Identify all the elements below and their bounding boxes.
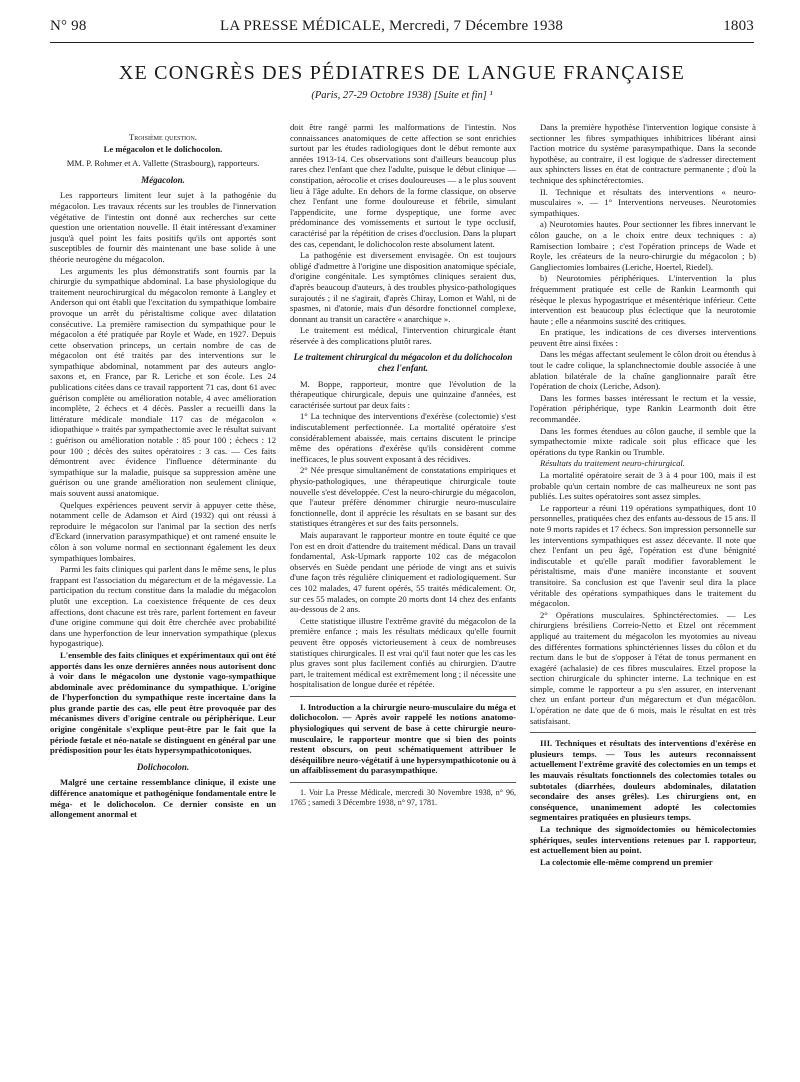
paragraph: 2° Née presque simultanément de constatations empiriques et physio-pathologiques, une thérapeutique chirurgicale toute nouvelle s'est développée. C'est la neuro-chirurgie du mégacolon, que l'auteur préfère dénommer chirurgie neuro-musculaire fonctionnelle, dont il apprécie les résultats en se basant sur des statistiques étrangères et sur des faits personnels. bbox=[290, 465, 516, 529]
column-1 bbox=[50, 122, 276, 821]
header-rule bbox=[50, 42, 754, 43]
issue-number: N° 98 bbox=[50, 18, 87, 34]
page-number: 1803 bbox=[723, 18, 754, 34]
paragraph: a) Neurotomies hautes. Pour sectionner les fibres innervant le côlon gauche, on a le choix entre deux techniques : a) Ramisection lombaire ; c'est l'opération princeps de Wade et Royle, les créateurs de la neuro-chirurgie du mégacolon ; b) Gangliectomies lombaires (Leriche, Hoertel, Riedel). bbox=[530, 219, 756, 272]
journal-title: LA PRESSE MÉDICALE, Mercredi, 7 Décembre 1938 bbox=[220, 18, 564, 34]
paragraph: La colectomie elle-même comprend un premier bbox=[540, 856, 713, 867]
paragraph: 2° Opérations musculaires. Sphinctérectomies. — Les chirurgiens brésiliens Correio-Netto et Etzel ont récemment appliqué au traitement du mégacolon les myotomies au niveau des différentes formations sphinctériennes lisses du côlon et du rectum dans le but de s'opposer à l'état de tonus permanent en exagéré (achalasie) de ces fibres musculaires. Etzel propose la section chirurgicale du sphincter interne. La technique en est simple, comme le rapporteur a pu s'en assurer, en intervenant chez un enfant porteur d'un mégarectum et d'un mégacôlon. L'opération ne date que de 6 mois, mais le résultat en est très satisfaisant. bbox=[530, 609, 756, 726]
congress-title: XE CONGRÈS DES PÉDIATRES DE LANGUE FRANÇAISE bbox=[118, 62, 686, 84]
paragraph: M. Boppe, rapporteur, montre que l'évolution de la thérapeutique chirurgicale, depuis une quinzaine d'années, est caractérisée surtout par deux faits : bbox=[290, 378, 516, 410]
paragraph: II. Technique et résultats des interventions « neuro-musculaires ». — 1° Interventions nerveuses. Neurotomies sympathiques. bbox=[530, 186, 756, 218]
heading-traitement-chirurgical: Le traitement chirurgical du mégacolon et du dolichocolon chez l'enfant. bbox=[293, 352, 513, 374]
column-2 bbox=[290, 122, 516, 809]
paragraph: Dans la première hypothèse l'intervention logique consiste à sectionner les fibres sympathiques inhibitrices libérant ainsi l'action motrice du système parasympathique. Dans la seconde hypothèse, au contraire, il est logique de s'adresser directement aux sphincters lisses en état de contracture permanente ; d'où la technique des sphinctérectomies. bbox=[530, 122, 756, 185]
paragraph: Dans les formes basses intéressant le rectum et la vessie, l'opération périphérique, type Rankin Learmonth doit être recommandée. bbox=[530, 392, 756, 425]
section-question: Troisième question. bbox=[129, 132, 197, 142]
paragraph: Malgré une certaine ressemblance clinique, il existe une différence anatomique et pathogénique fondamentale entre le méga- et le dolichocolon. Ce dernier consiste en un allongement anormal et bbox=[50, 777, 276, 820]
paragraph: La technique des sigmoïdectomies ou hémicolectomies sphériques, seules interventions retenues par l. rapporteur, est actuellement bien au point. bbox=[530, 824, 756, 856]
column-3 bbox=[530, 122, 756, 868]
paragraph: 1° La technique des interventions d'exérèse (colectomie) s'est indiscutablement perfectionnée. La mortalité opératoire s'est considérablement abaissée, mais certains discutent le principe même des opérations d'exérèse qu'ils considèrent comme inefficaces, le plus souvent exposant à des récidives. bbox=[290, 411, 516, 464]
congress-subtitle: (Paris, 27-29 Octobre 1938) [Suite et fin] ¹ bbox=[311, 90, 493, 101]
paragraph: La mortalité opératoire serait de 3 à 4 pour 100, mais il est probable qu'un certain nombre de cas malheureux ne sont pas publiés. Les suites opératoires sont assez simples. bbox=[530, 470, 756, 502]
paragraph: Quelques expériences peuvent servir à appuyer cette thèse, notamment celle de Adamson et Aird (1932) qui ont réussi à reproduire le mégacolon sur l'animal par la section des nerfs d'Eckard (innervation parasympathique) et ont ramené ensuite le côlon à son volume normal en sectionnant également les deux sympathiques lombaires. bbox=[50, 499, 276, 563]
paragraph: Cette statistique illustre l'extrême gravité du mégacolon de la première enfance ; mais les résultats médicaux qu'elle fournit peuvent être opposés victorieusement à ceux de nombreuses statistiques chirurgicales. Il est vrai qu'il faut noter que les cas les plus graves sont plus facilement confiés au chirurgien. D'autre part, le traitement médical est extrêmement long ; il nécessite une hospitalisation de longue durée et répétée. bbox=[290, 615, 516, 690]
section-divider bbox=[530, 732, 756, 733]
paragraph: La pathogénie est diversement envisagée. On est toujours obligé d'admettre à l'origine une disposition anatomique spéciale, d'origine congénitale. Les symptômes cliniques seraient dus, d'après beaucoup d'auteurs, à des troubles physico-pathologiques surajoutés ; il ne s'agirait, d'après Chiray, Lomon et Wahl, ni de spasmes, ni d'atonie, mais d'un désordre fonctionnel complexe, donnant au transit un caractère « anarchique ». bbox=[290, 250, 516, 324]
paragraph: L'ensemble des faits cliniques et expérimentaux qui ont été apportés dans les onze dernières années nous autorisent donc à voir dans le mégacolon une dystonie vago-sympathique abdominale avec prédominance du sympathique. L'origine de l'hyperfonction du sympathique reste incertaine dans la plus grande partie des cas, elle peut être provoquée par des mécanismes divers d'origine centrale ou périphérique. Leur origine congénitale s'explique peut-être par le fait que la période fœtale et néo-natale se distinguent en général par une prédisposition pour les états hypersympathicotoniques. bbox=[50, 649, 276, 756]
heading-dolichocolon: Dolichocolon. bbox=[136, 761, 190, 772]
footnote: 1. Voir La Presse Médicale, mercredi 30 Novembre 1938, n° 96, 1765 ; samedi 3 Décembre 1938, n° 97, 1781. bbox=[290, 788, 516, 808]
paragraph: doit être rangé parmi les malformations de l'intestin. Nos connaissances anatomiques de cette affection se sont enrichies surtout par les études radiologiques dont le début remonte aux années 1913-14. Ces observations sont d'ailleurs beaucoup plus rares chez l'enfant que chez l'adulte, puisque le début clinique — constipation, aérocolie et crises douloureuses — a le plus souvent lieu à l'âge adulte. En dehors de la forme classique, on observe chez l'enfant une forme douloureuse et fébrile, simulant l'appendicite, une forme dyspeptique, une forme avec prédominance des vomissements et surtout le type occlusif, caractérisé par la répétition de crises d'occlusion. Dans la plupart des cas, cependant, le dolichocolon reste absolument latent. bbox=[290, 122, 516, 249]
paragraph: I. Introduction a la chirurgie neuro-musculaire du méga et dolichocolon. — Après avoir rappelé les notions anatomo-physiologiques qui servent de base à cette chirurgie neuro-musculaire, le rapporteur montre que si bien des points restent obscurs, on peut schématiquement attribuer le déséquilibre neuro-végétatif à une hypersympathicotonie ou à un affaiblissement du parasympathique. bbox=[290, 701, 516, 776]
footnote-divider bbox=[290, 782, 516, 783]
section-authors: MM. P. Rohmer et A. Vallette (Strasbourg), rapporteurs. bbox=[66, 158, 260, 169]
paragraph: Dans les mégas affectant seulement le côlon droit ou étendus à tout le cadre colique, la splanchnectomie double associée à une ablation bilatérale de la chaîne ganglionnaire paraît être l'opération de choix (Leriche, Adson). bbox=[530, 349, 756, 392]
paragraph: b) Neurotomies périphériques. L'intervention la plus fréquemment pratiquée est celle de Rankin Learmonth qui résèque le plexus hypogastrique et mésentérique inférieur. Cette intervention est beaucoup plus éclectique que la neurotomie haute ; elle a néanmoins suscité des critiques. bbox=[530, 273, 756, 326]
running-header bbox=[50, 18, 754, 40]
paragraph: En pratique, les indications de ces diverses interventions peuvent être ainsi fixées : bbox=[530, 327, 756, 348]
paragraph: Les arguments les plus démonstratifs sont fournis par la chirurgie du sympathique abdominal. La base physiologique du traitement neurochirurgical du mégacolon remonte à Langley et Anderson qui ont établi que l'excitation du sympathique lombaire provoque un arrêt du péristaltisme colique avec dilatation consécutive. La première ramisection du sympathique pour le mégacolon a été pratiquée par Royle et Wade, en 1927. Depuis cette observation princeps, un certain nombre de cas de mégacolon ont été traités par des interventions sur le sympathique abdominal, notamment par des auteurs anglo-saxons et, en France, par R. Leriche et son école. Les 24 publications citées dans ce travail rapportent 71 cas, dont 61 avec guérison complète ou amélioration notable, 4 avec amélioration incomplète, 2 échecs et 4 décès. Passler a recueilli dans la littérature médicale mondiale 117 cas de mégacolon « idiopathique » traités par sympathectomie avec le résultat suivant : guérison ou amélioration notable : 85 pour 100 ; échecs : 12 pour 100 ; décès des suites opératoires : 3 cas. — Ces faits démontrent avec évidence l'influence déterminante du sympathique sur la maladie, puisque sa suppression amène une guérison ou une grande amélioration non seulement clinique, mais souvent aussi anatomique. bbox=[50, 265, 276, 498]
paragraph: Les rapporteurs limitent leur sujet à la pathogénie du mégacolon. Les travaux récents sur les troubles de l'innervation végétative de l'intestin ont donné aux recherches sur cette question une orientation nouvelle. Il était intéressant d'examiner jusqu'à quel point les faits positifs qu'ils ont apportés sont susceptibles de fournir dès maintenant une base solide à une théorie neurogène du mégacolon. bbox=[50, 190, 276, 264]
paragraph: Parmi les faits cliniques qui parlent dans le même sens, le plus frappant est l'association du mégarectum et de la mégavessie. La participation du rectum constitue dans la maladie du mégacolon plutôt une exception. La coexistence fréquente de ces deux affections, dont chacune est très rare, parlent fortement en faveur d'une origine commune qui doit être cherchée avec probabilité dans une hyperfonction de leur innervation sympathique (plexus hypogastrique). bbox=[50, 564, 276, 649]
section-divider bbox=[290, 696, 516, 697]
heading-megacolon: Mégacolon. bbox=[141, 174, 185, 185]
paragraph: Résultats du traitement neuro-chirurgical. bbox=[540, 458, 685, 469]
paragraph: Le traitement est médical, l'intervention chirurgicale étant réservée à des complications plutôt rares. bbox=[290, 325, 516, 346]
section-topic: Le mégacolon et le dolichocolon. bbox=[103, 143, 223, 154]
paragraph: III. Techniques et résultats des interventions d'exérèse en plusieurs temps. — Tous les auteurs reconnaissent actuellement l'extrême gravité des colectomies en un temps et les mauvais résultats fonctionnels des colectomies totales ou subtotales (diarrhées, douleurs abdominales, dilatation secondaire des anses grêles). Les chirurgiens ont, en conséquence, unanimement adopté les colectomies segmentaires pratiquées en plusieurs temps. bbox=[530, 738, 756, 823]
paragraph: Le rapporteur a réuni 119 opérations sympathiques, dont 10 personnelles, pratiquées chez des enfants au-dessous de 15 ans. Il note 9 morts rapides et 17 échecs. Son impression personnelle sur les interventions sympathiques est assez décevante. Il note que chez l'enfant un peu âgé, l'opération est d'une bénignité indiscutable et qu'elle paraît modifier favorablement le péristaltisme, mais d'une manière inconstante et souvent transitoire. Sa conclusion est que l'avenir seul dira la place véritable des opérations sympathiques dans le traitement du mégacolon. bbox=[530, 502, 757, 609]
paragraph: Mais auparavant le rapporteur montre en toute équité ce que l'on est en droit d'attendre du traitement médical. Dans un travail fondamental, Ask-Upmark rapporte 102 cas de mégacolon observés en Suède pendant une période de vingt ans et suivis d'une façon très régulière cliniquement et radiologiquement. Sur ces 102 malades, 47 furent opérés, 55 traités médicalement. Or, sur ces 55 malades, on compte 20 morts dont 14 chez des enfants au-dessous de 2 ans. bbox=[290, 529, 516, 615]
paragraph: Dans les formes étendues au côlon gauche, il semble que la sympathectomie mixte radicale soit plus efficace que les opérations du type Rankin ou Trumble. bbox=[530, 425, 756, 457]
